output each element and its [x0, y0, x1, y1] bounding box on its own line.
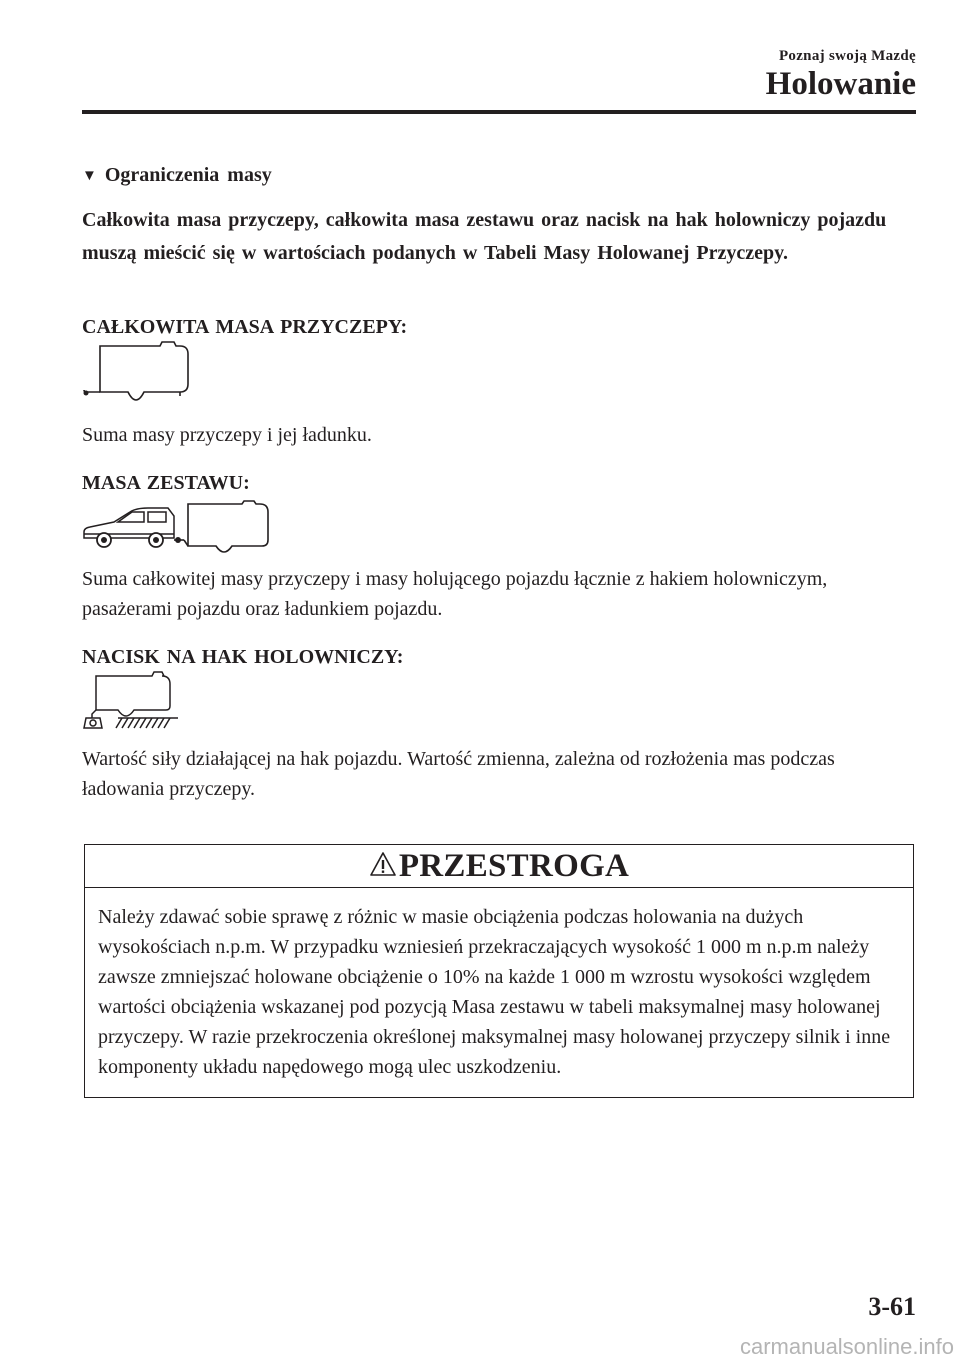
trailer-icon: [82, 340, 198, 408]
running-head: Poznaj swoją Mazdę: [778, 48, 916, 64]
header-divider: [82, 110, 916, 114]
description-tongue-load: Wartość siły działającej na hak pojazdu. Wartość zmienna, zależna od rozłożenia mas podczas ładowania przyczepy.: [82, 748, 835, 800]
tongue-weight-scale-icon: [82, 670, 182, 738]
watermark: carmanualsonline.info: [739, 1334, 954, 1359]
section-title: Holowanie: [765, 66, 916, 102]
page-number: 3-61: [868, 1292, 916, 1321]
term-total-trailer-mass: CAŁKOWITA MASA PRZYCZEPY:: [82, 316, 408, 338]
term-tongue-load: NACISK NA HAK HOLOWNICZY:: [82, 646, 404, 668]
warning-box: [84, 844, 914, 1098]
term-combined-mass: MASA ZESTAWU:: [82, 472, 250, 494]
warning-text: Należy zdawać sobie sprawę z różnic w masie obciążenia podczas holowania na dużych wysokościach n.p.m. W przypadku wzniesień przekraczających wysokość 1 000 m n.p.m należy zawsze zmniejszać holowane obciążenie o 10% na każde 1 000 m wzrostu wysokości względem wartości obciążenia wskazanej pod pozycją Masa zestawu w tabeli maksymalnej masy holowanej przyczepy. W razie przekroczenia określonej maksymalnej masy holowanej przyczepy silnik i inne komponenty układu napędowego mogą ulec uszkodzeniu.: [98, 906, 891, 1078]
warning-header: [85, 845, 913, 888]
car-with-trailer-icon: [82, 500, 274, 556]
description-total-trailer-mass: Suma masy przyczepy i jej ładunku.: [82, 424, 372, 446]
subheading: [82, 164, 272, 187]
triangle-marker-icon: ▼: [82, 168, 97, 184]
subheading-title: Ograniczenia masy: [104, 164, 272, 186]
warning-triangle-icon: [369, 851, 397, 877]
warning-title: PRZESTROGA: [398, 847, 630, 884]
description-combined-mass: Suma całkowitej masy przyczepy i masy holującego pojazdu łącznie z hakiem holowniczym, pasażerami pojazdu oraz ładunkiem pojazdu.: [82, 568, 828, 620]
intro-paragraph: Całkowita masa przyczepy, całkowita masa zestawu oraz nacisk na hak holowniczy pojazdu muszą mieścić się w wartościach podanych w Tabeli Masy Holowanej Przyczepy.: [82, 209, 887, 264]
